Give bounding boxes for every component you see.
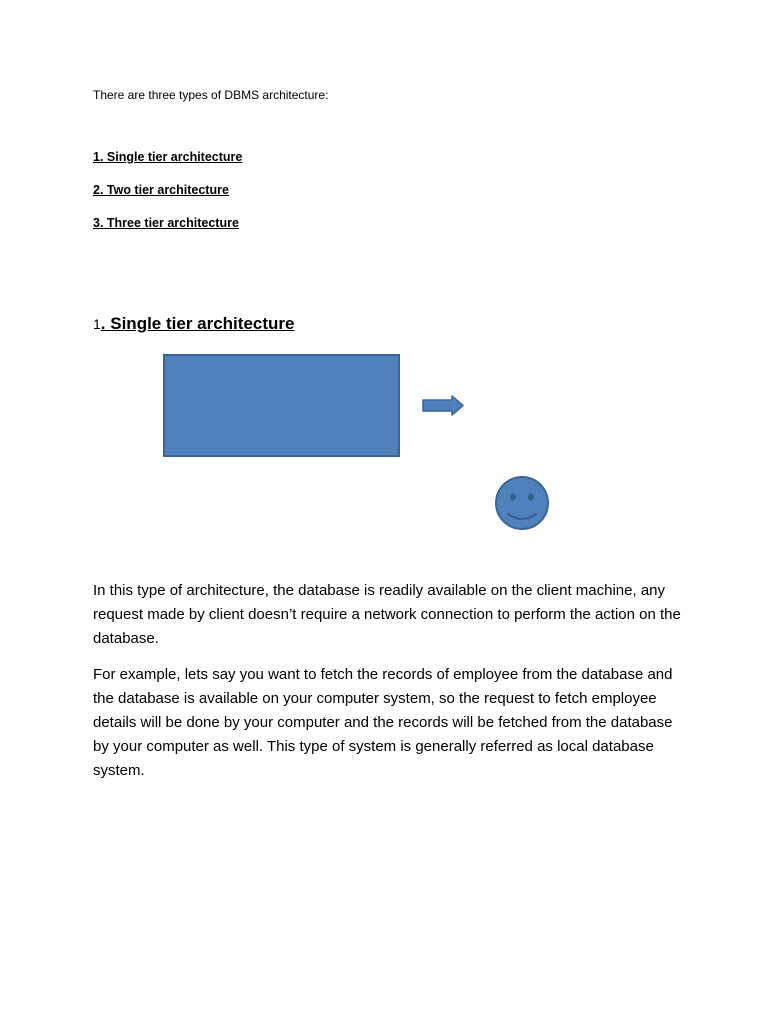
- paragraph-description: In this type of architecture, the database is readily available on the client machine, any request made by client doesn’t require a network connection to perform the action on the database.: [93, 582, 681, 647]
- toc-item-single-tier: 1. Single tier architecture: [93, 150, 243, 164]
- toc-item-three-tier: 3. Three tier architecture: [93, 216, 239, 230]
- section-number: 1: [93, 316, 101, 332]
- section-title: . Single tier architecture: [100, 314, 295, 333]
- section-heading: [93, 314, 294, 334]
- database-box: [164, 355, 399, 456]
- smiley-face-icon: [496, 477, 548, 529]
- intro-text: There are three types of DBMS architecture:: [93, 88, 329, 102]
- toc-item-two-tier: 2. Two tier architecture: [93, 183, 229, 197]
- paragraph-example: For example, lets say you want to fetch the records of employee from the database and the database is available on your computer system, so the request to fetch employee details will be done by your computer and the records will be fetched from the database by your computer as well. This type of system is generally referred as local database system.: [93, 666, 673, 779]
- right-arrow-icon: [423, 396, 463, 415]
